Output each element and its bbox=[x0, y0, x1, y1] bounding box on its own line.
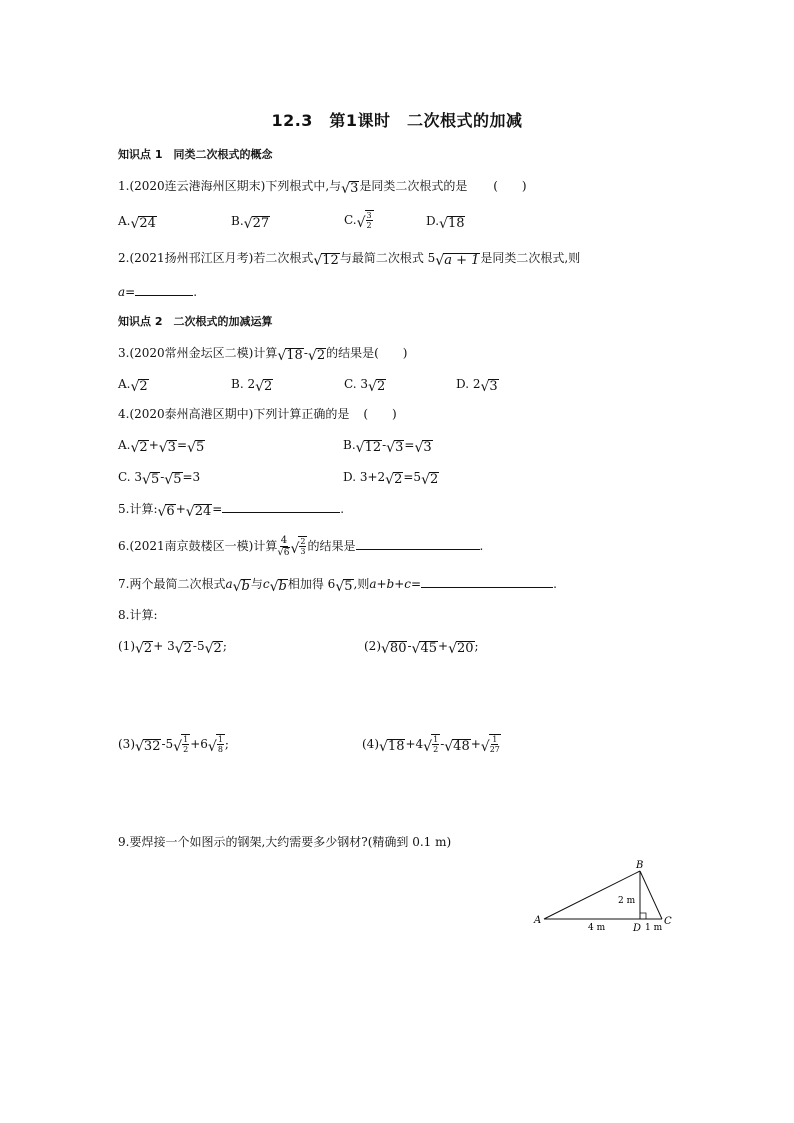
q3-option-a[interactable]: A. √ 2 bbox=[118, 377, 148, 395]
page-title: 12.3 第1课时 二次根式的加减 bbox=[271, 111, 523, 130]
label-ad-length: 4 m bbox=[588, 923, 606, 933]
q8-part-2: (2) √ 80 - √ 45 + √ 20 ; bbox=[364, 639, 479, 657]
segment-ab bbox=[544, 871, 640, 919]
question-2-answer: a= . bbox=[118, 285, 198, 299]
question-1: 1.(2020连云港海州区期末)下列根式中,与 √ 3 是同类二次根式的是 ( ) bbox=[118, 179, 527, 197]
knowledge-point-1: 知识点 1 同类二次根式的概念 bbox=[118, 148, 273, 161]
q4-option-a[interactable]: A. √ 2 + √ 3 = √ 5 bbox=[118, 438, 205, 456]
q4-option-c[interactable]: C. 3 √ 5 - √ 5 =3 bbox=[118, 470, 201, 488]
label-bd-length: 2 m bbox=[618, 896, 636, 906]
label-dc-length: 1 m bbox=[645, 923, 663, 933]
q8-part-4: (4) √ 18 +4 √ $\frac{1}{2}$ - √ 48 + √ $\frac{1}{27}$ bbox=[362, 735, 500, 755]
q4-option-b[interactable]: B. √ 12 - √ 3 = √ 3 bbox=[343, 438, 432, 456]
steel-frame-figure bbox=[530, 858, 690, 938]
label-b: B bbox=[636, 860, 644, 871]
label-d: D bbox=[633, 923, 642, 934]
q3-option-c[interactable]: C. 3 √ 2 bbox=[344, 377, 386, 395]
right-angle-mark bbox=[640, 913, 646, 919]
question-4: 4.(2020泰州高港区期中)下列计算正确的是 ( ) bbox=[118, 407, 397, 421]
question-8: 8.计算: bbox=[118, 608, 158, 622]
q3-option-b[interactable]: B. 2 √ 2 bbox=[231, 377, 273, 395]
q1-option-b[interactable]: B. √ 27 bbox=[231, 214, 270, 232]
q1-option-c[interactable]: C. √ $\frac{3}{2}$ bbox=[344, 211, 372, 231]
question-9: 9.要焊接一个如图示的钢架,大约需要多少钢材?(精确到 0.1 m) bbox=[118, 835, 452, 849]
answer-paren: ( ) bbox=[493, 179, 527, 193]
q8-part-3: (3) √ 32 -5 √ $\frac{1}{2}$ +6 √ $\frac{1}{8}$ ; bbox=[118, 735, 229, 755]
question-7: 7.两个最简二次根式a √ b 与c √ b 相加得 6 √ 5 ,则a+b+c= . bbox=[118, 577, 557, 595]
knowledge-point-2: 知识点 2 二次根式的加减运算 bbox=[118, 315, 273, 328]
q1-option-d[interactable]: D. √ 18 bbox=[426, 214, 465, 232]
q4-option-d[interactable]: D. 3+2 √ 2 =5 √ 2 bbox=[343, 470, 439, 488]
segment-bc bbox=[640, 871, 662, 919]
question-2: 2.(2021扬州邗江区月考)若二次根式 √ 12 与最简二次根式 5 √ a + 1 是同类二次根式,则 bbox=[118, 251, 581, 269]
radical: √ 3 bbox=[341, 181, 359, 197]
question-5: 5.计算: √ 6 + √ 24 = . bbox=[118, 502, 345, 520]
answer-blank[interactable] bbox=[421, 575, 553, 588]
answer-blank[interactable] bbox=[135, 283, 193, 296]
answer-blank[interactable] bbox=[356, 537, 480, 550]
q3-option-d[interactable]: D. 2 √ 3 bbox=[456, 377, 498, 395]
label-c: C bbox=[664, 916, 672, 927]
answer-blank[interactable] bbox=[222, 500, 340, 513]
question-6: 6.(2021南京鼓楼区一模)计算 4 √ 6 √ $\frac{2}{3}$ 的结果是 . bbox=[118, 535, 484, 558]
q8-part-1: (1) √ 2 + 3 √ 2 -5 √ 2 ; bbox=[118, 639, 227, 657]
q1-option-a[interactable]: A. √ 24 bbox=[118, 214, 156, 232]
question-3: 3.(2020常州金坛区二模)计算 √ 18 - √ 2 的结果是( ) bbox=[118, 346, 408, 364]
label-a: A bbox=[534, 915, 542, 926]
